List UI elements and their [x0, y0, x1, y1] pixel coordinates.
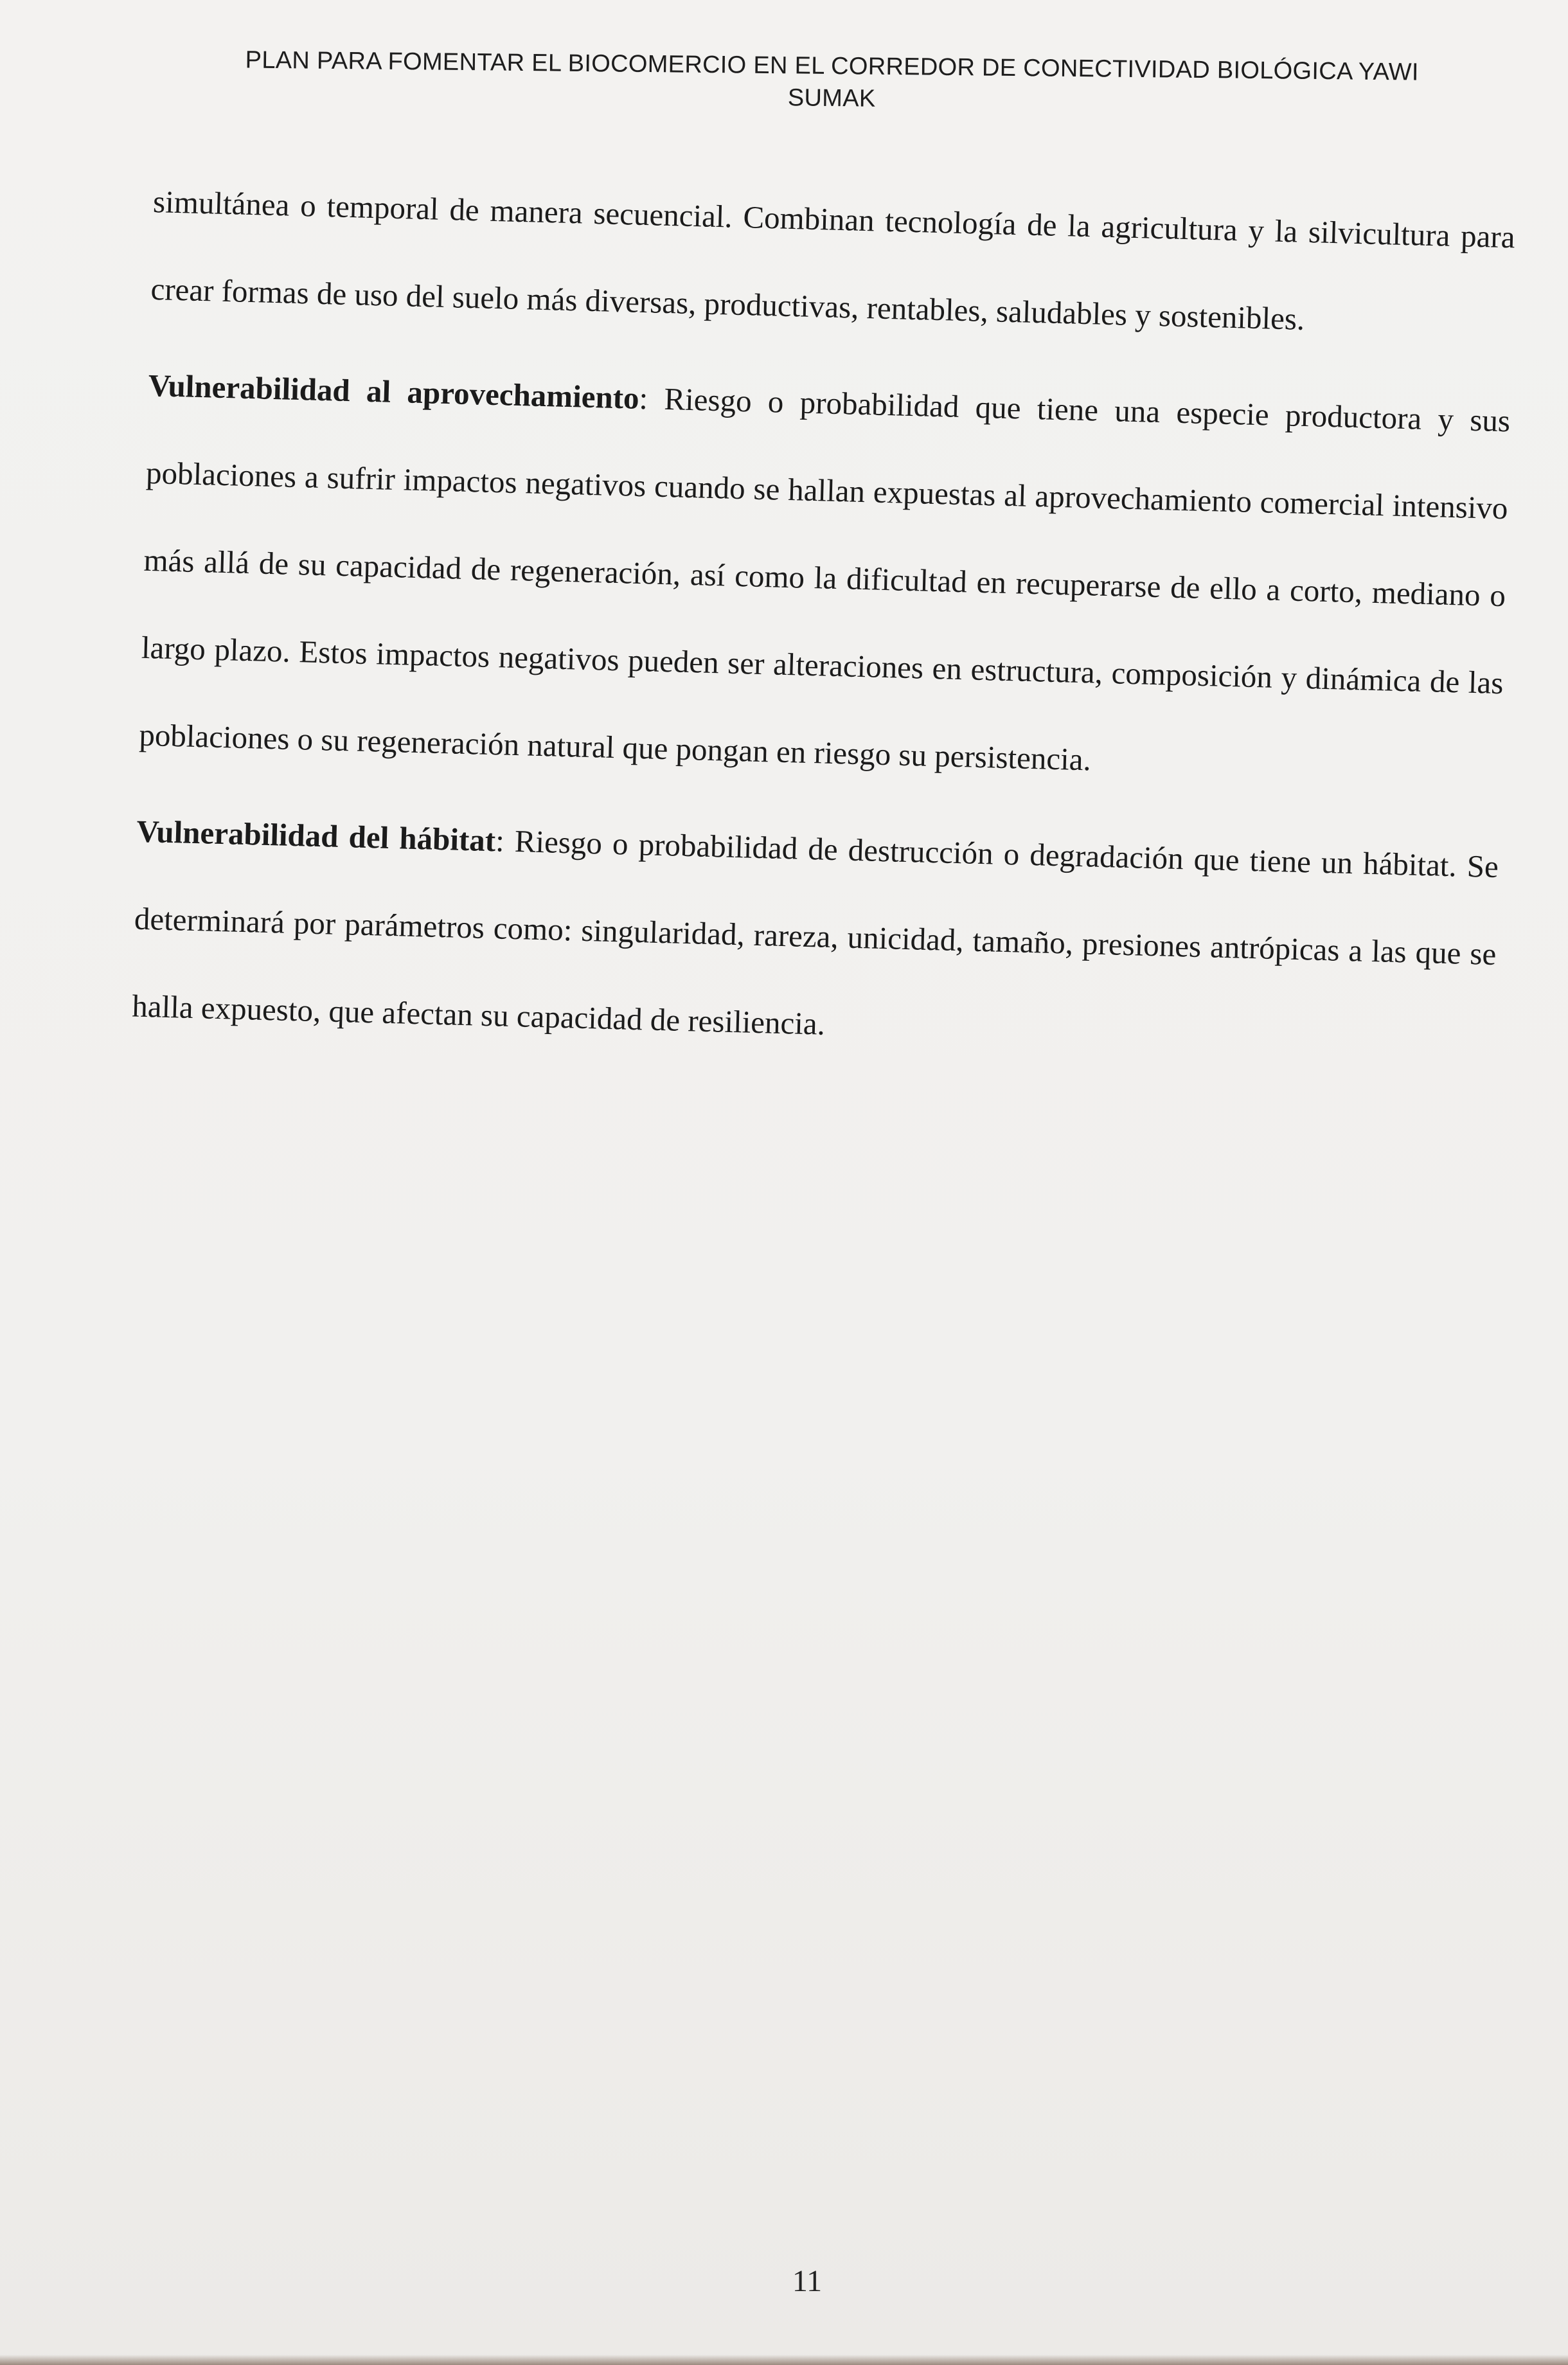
term-separator: : — [495, 823, 515, 859]
definition-text: Riesgo o probabilidad de destrucción o degradación que tiene un hábitat. Se determinará por parámetros como: singularidad, rareza, unicidad, tamaño, presiones antrópicas a las que se halla expuesto, que afectan su capacidad de resiliencia. — [131, 823, 1499, 1042]
definition-term: Vulnerabilidad del hábitat — [136, 813, 496, 859]
definition-vulnerabilidad-habitat — [131, 788, 1500, 1085]
definition-term: Vulnerabilidad al aprovechamiento — [148, 367, 640, 416]
term-separator: : — [638, 380, 665, 416]
definition-text: Riesgo o probabilidad que tiene una especie productora y sus poblaciones a sufrir impactos negativos cuando se hallan expuestas al aprovechamiento comercial intensivo más allá de su capacidad de regeneración, así como la dificultad en recuperarse de ello a corto, mediano o largo plazo. Estos impactos negativos pueden ser alteraciones en estructura, composición y dinámica de las poblaciones o su regeneración natural que pongan en riesgo su persistencia. — [138, 380, 1511, 778]
paragraph-text: simultánea o temporal de manera secuencial. Combinan tecnología de la agricultura y la silvicultura para crear formas de uso del suelo más diversas, productivas, rentables, saludables y sostenibles. — [150, 183, 1516, 337]
definition-vulnerabilidad-aprovechamiento — [138, 342, 1511, 814]
running-header — [154, 43, 1510, 121]
header-line-2: SUMAK — [787, 84, 876, 112]
page-number: 11 — [792, 2264, 823, 2298]
body-text — [131, 158, 1517, 1085]
header-line-1: PLAN PARA FOMENTAR EL BIOCOMERCIO EN EL CORREDOR DE CONECTIVIDAD BIOLÓGICA YAWI — [245, 46, 1420, 86]
page-edge-shadow — [0, 2355, 1568, 2365]
paragraph-continuation — [150, 158, 1516, 368]
